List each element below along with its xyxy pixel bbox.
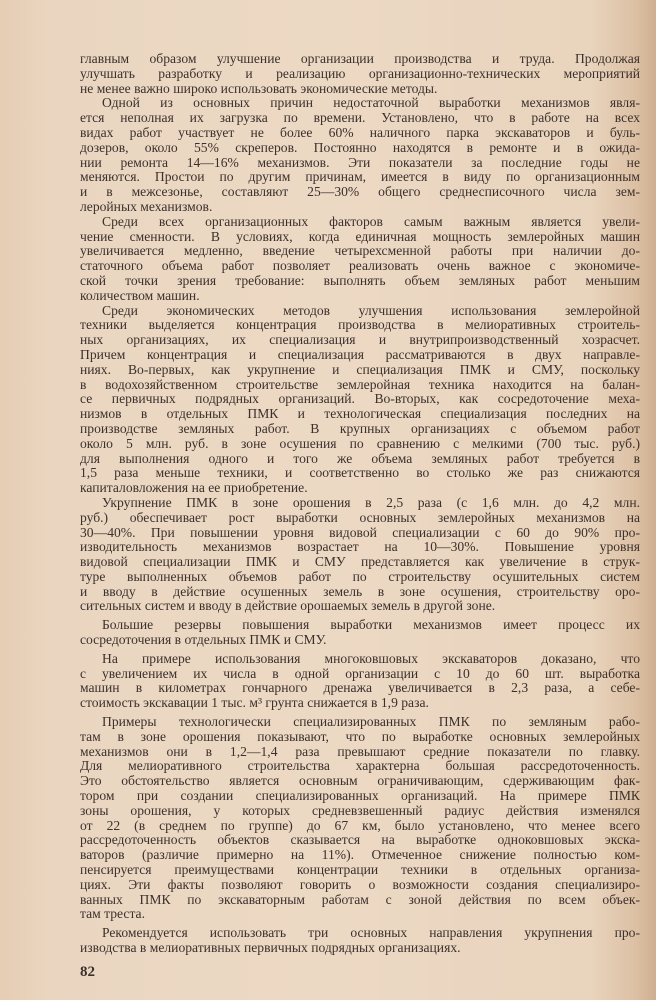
text-line: 1,5 раза меньше техники, и соответственно во столько же раз снижаются [80, 465, 640, 481]
paragraph [80, 715, 640, 922]
text-line: Укрупнение ПМК в зоне орошения в 2,5 раза (с 1,6 млн. до 4,2 млн. [102, 494, 640, 510]
text-line: Причем концентрация и специализация рассматриваются в двух направле- [80, 346, 640, 362]
text-line: тором при создании специализированных организаций. На примере ПМК [80, 788, 640, 804]
text-line: Среди всех организационных факторов самым важным является увели- [102, 213, 640, 229]
text-line: ванных ПМК по экскаваторным работам с зоной действия по всем объек- [80, 891, 640, 907]
text-line: там треста. [80, 906, 145, 922]
text-line: Для мелиоративного строительства характерна большая рассредоточенность. [80, 758, 640, 774]
text-line: с увеличением их числа в одной организации с 10 до 60 шт. выработка [80, 665, 640, 681]
text-line: механизмов они в 1,2—1,4 раза превышают средние показатели по главку. [80, 743, 640, 759]
text-line: там в зоне орошения показывают, что по выработке основных землеройных [80, 728, 640, 744]
text-line: изводства в мелиоративных первичных подрядных организациях. [80, 940, 461, 956]
text-line: Одной из основных причин недостаточной выработки механизмов явля- [102, 95, 640, 111]
text-line: ных организациях, их специализация и внутрипроизводственный хозрасчет. [80, 332, 640, 348]
text-line: видовой специализации ПМК и СМУ представляется как увеличение в струк- [80, 554, 640, 570]
text-line: увеличивается медленно, введение четырехсменной работы при наличии до- [80, 243, 640, 259]
text-line: и вводу в действие осушенных земель в зоне осушения, строительству оро- [80, 583, 640, 599]
text-line: статочного объема работ позволяет реализовать очень важное с экономиче- [80, 258, 640, 274]
text-line: се первичных подрядных организаций. Во-вторых, как сосредоточение меха- [80, 391, 640, 407]
text-line: сительных систем и вводу в действие орошаемых земель в другой зоне. [80, 598, 496, 614]
text-line: капиталовложения на ее приобретение. [80, 480, 308, 496]
text-line: туре выполненных объемов работ по строительству осушительных систем [80, 568, 640, 584]
text-line: сосредоточения в отдельных ПМК и СМУ. [80, 632, 327, 648]
text-line: техники выделяется концентрация производства в мелиоративных строитель- [80, 317, 640, 333]
text-line: нии ремонта 14—16% механизмов. Эти показатели за последние годы не [80, 154, 640, 170]
text-line: изводительность механизмов возрастает на 10—30%. Повышение уровня [80, 539, 640, 555]
text-line: ется неполная их загрузка по времени. Установлено, что в работе на всех [80, 110, 640, 126]
text-line: пенсируется преимуществами концентрации техники в отдельных организа- [80, 862, 640, 878]
text-line: Рекомендуется использовать три основных направления укрупнения про- [102, 925, 640, 941]
text-line: дозеров, около 55% скреперов. Постоянно находятся в ремонте и в ожида- [80, 139, 640, 155]
text-line: главным образом улучшение организации производства и труда. Продолжая [80, 51, 640, 66]
text-line: Примеры технологически специализированных ПМК по земляным рабо- [102, 714, 640, 730]
text-line: рассредоточенность объектов сказывается на выработке одноковшовых экска- [80, 832, 640, 848]
page-number: 82 [80, 964, 95, 980]
text-line: руб.) обеспечивает рост выработки основных землеройных механизмов на [80, 509, 640, 525]
text-line: ниях. Во-первых, как укрупнение и специализация ПМК и СМУ, поскольку [80, 361, 640, 377]
paragraph [80, 652, 640, 711]
text-line: На примере использования многоковшовых экскаваторов доказано, что [102, 650, 640, 666]
text-line: леройных механизмов. [80, 198, 213, 214]
text-line: не менее важно широко использовать экономические методы. [80, 80, 438, 96]
text-line: чение сменности. В условиях, когда единичная мощность землеройных машин [80, 228, 640, 244]
text-line: 30—40%. При повышении уровня видовой специализации с 60 до 90% про- [80, 524, 640, 540]
paragraph [80, 496, 640, 614]
text-line: Это обстоятельство является основным ограничивающим, сдерживающим фак- [80, 773, 640, 789]
text-line: в водохозяйственном строительстве землеройная техника находится на балан- [80, 376, 640, 392]
text-line: производстве земляных работ. В крупных организациях с объемом работ [80, 420, 640, 436]
text-line: улучшать разработку и реализацию организационно-технических мероприятий [80, 65, 640, 81]
paragraph [80, 304, 640, 496]
text-line: около 5 млн. руб. в зоне осушения по сравнению с мелкими (700 тыс. руб.) [80, 435, 640, 451]
text-line: видах работ участвует не более 60% наличного парка экскаваторов и буль- [80, 124, 640, 140]
paragraph [80, 96, 640, 214]
paragraph [80, 618, 640, 648]
text-line: от 22 (в среднем по группе) до 67 км, было установлено, что менее всего [80, 817, 640, 833]
paragraph [80, 926, 640, 956]
text-line: Большие резервы повышения выработки механизмов имеет процесс их [102, 617, 640, 633]
text-line: низмов в отдельных ПМК и технологическая специализация последних на [80, 406, 640, 422]
text-line: машин в километрах гончарного дренажа увеличивается в 2,3 раза, а себе- [80, 680, 640, 696]
text-line: стоимость экскавации 1 тыс. м³ грунта снижается в 1,9 раза. [80, 695, 429, 711]
text-line: циях. Эти факты позволяют говорить о возможности создания специализиро- [80, 876, 640, 892]
text-line: количеством машин. [80, 287, 200, 303]
text-line: для выполнения одного и того же объема земляных работ требуется в [80, 450, 640, 466]
paragraph [80, 52, 640, 96]
paragraph [80, 215, 640, 304]
text-line: ской точки зрения требование: выполнять объем земляных работ меньшим [80, 272, 640, 288]
text-line: зоны орошения, у которых средневзвешенный радиус действия изменялся [80, 802, 640, 818]
page-body-text [80, 52, 640, 956]
text-line: меняются. Простои по другим причинам, имеется в виду по организационным [80, 169, 640, 185]
text-line: ваторов (различие примерно на 11%). Отмеченное снижение полностью ком- [80, 847, 640, 863]
text-line: Среди экономических методов улучшения использования землеройной [102, 302, 640, 318]
text-line: и в межсезонье, составляют 25—30% общего среднесписочного числа зем- [80, 184, 640, 200]
